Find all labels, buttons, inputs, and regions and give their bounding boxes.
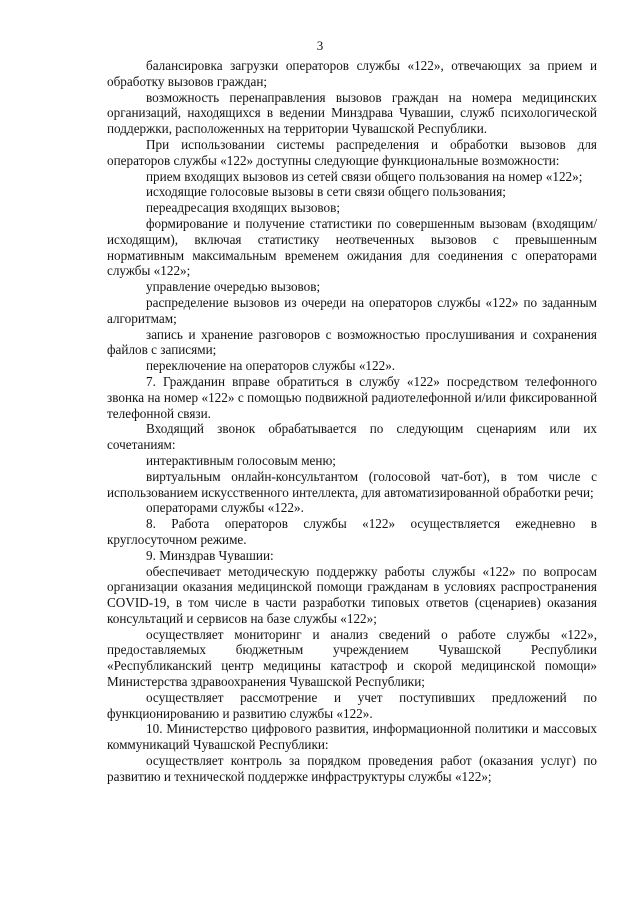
paragraph: Входящий звонок обрабатывается по следующим сценариям или их сочетаниям:: [107, 421, 597, 453]
paragraph: исходящие голосовые вызовы в сети связи общего пользования;: [146, 184, 506, 200]
paragraph: операторами службы «122».: [146, 500, 304, 516]
paragraph: распределение вызовов из очереди на операторов службы «122» по заданным алгоритмам;: [107, 294, 597, 326]
paragraph: переключение на операторов службы «122».: [146, 358, 396, 374]
page-number: 3: [316, 38, 324, 53]
paragraph: балансировка загрузки операторов службы «122», отвечающих за прием и обработку вызовов граждан;: [107, 58, 597, 89]
paragraph: осуществляет рассмотрение и учет поступивших предложений по функционированию и развитию службы «122».: [107, 689, 597, 721]
paragraph: 7. Гражданин вправе обратиться в службу «122» посредством телефонного звонка на номер «122» с помощью подвижной радиотелефонной и/или фиксированной телефонной связи.: [107, 373, 597, 421]
paragraph: 8. Работа операторов службы «122» осуществляется ежедневно в круглосуточном режиме.: [107, 516, 597, 547]
paragraph: формирование и получение статистики по совершенным вызовам (входящим/исходящим), включая статистику неотвеченных вызовов с превышенным нормативным максимальным временем ожидания для соединения с операторами службы «122»;: [107, 215, 597, 279]
paragraph: осуществляет мониторинг и анализ сведений о работе службы «122», предоставляемых бюджетным учреждением Чувашской Республики «Республиканский центр медицины катастроф и скорой медицинской помощи» Министерства здравоохранения Чувашской Республики;: [107, 626, 597, 690]
paragraph: запись и хранение разговоров с возможностью прослушивания и сохранения файлов с записями;: [107, 326, 597, 358]
paragraph: обеспечивает методическую поддержку работы службы «122» по вопросам организации оказания медицинской помощи гражданам в условиях распространения COVID-19, в том числе в части разработки типовых ответов (сценариев) оказания консультаций и сервисов на базе службы «122»;: [107, 563, 597, 626]
paragraph: При использовании системы распределения и обработки вызовов для операторов службы «122» доступны следующие функциональные возможности:: [107, 136, 597, 168]
paragraph: возможность перенаправления вызовов граждан на номера медицинских организаций, находящихся в ведении Минздрава Чувашии, служб психологической поддержки, расположенных на территории Чувашской Республики.: [107, 89, 597, 137]
paragraph: осуществляет контроль за порядком проведения работ (оказания услуг) по развитию и технической поддержке инфраструктуры службы «122»;: [107, 753, 597, 784]
paragraph: виртуальным онлайн-консультантом (голосовой чат-бот), в том числе с использованием искусственного интеллекта, для автоматизированной обработки речи;: [107, 468, 597, 500]
paragraph: 10. Министерство цифрового развития, информационной политики и массовых коммуникаций Чувашской Республики:: [107, 721, 597, 753]
paragraph: переадресация входящих вызовов;: [146, 200, 341, 216]
paragraph: 9. Минздрав Чувашии:: [146, 547, 274, 563]
paragraph: прием входящих вызовов из сетей связи общего пользования на номер «122»;: [146, 168, 583, 184]
paragraph: интерактивным голосовым меню;: [146, 452, 336, 468]
paragraph: управление очередью вызовов;: [146, 279, 321, 295]
body-text: [107, 58, 597, 785]
